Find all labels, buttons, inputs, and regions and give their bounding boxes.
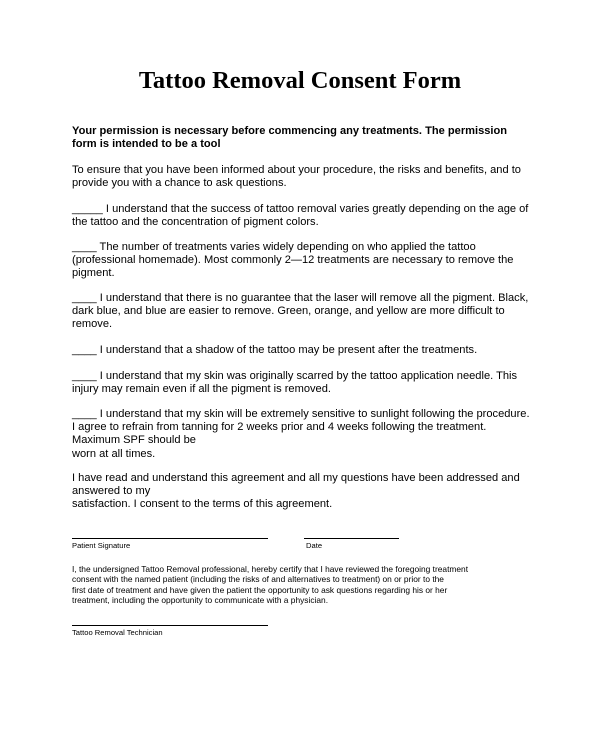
certification-line: I, the undersigned Tattoo Removal professional, hereby certify that I have reviewed the foregoing treatment — [72, 564, 469, 574]
consent-item-line: ____ I understand that my skin was originally scarred by the tattoo application needle. This — [72, 370, 518, 382]
consent-item-line: pigment. — [72, 267, 115, 280]
technician-label: Tattoo Removal Technician — [72, 628, 163, 637]
agreement-line: satisfaction. I consent to the terms of this agreement. — [72, 498, 333, 511]
consent-item-line: ____ I understand that my skin will be extremely sensitive to sunlight following the procedure. — [72, 408, 530, 420]
consent-item-sunlight — [72, 408, 552, 461]
consent-item-shadow — [72, 344, 552, 357]
certification-paragraph — [72, 564, 552, 606]
intro-bold-paragraph — [72, 125, 552, 151]
agreement-line: I have read and understand this agreement and all my questions have been addressed and — [72, 472, 520, 484]
intro-line: provide you with a chance to ask questions. — [72, 177, 287, 190]
consent-item-line: injury may remain even if all the pigment is removed. — [72, 383, 331, 396]
patient-signature-line[interactable] — [72, 538, 268, 539]
agreement-line: answered to my — [72, 485, 151, 498]
consent-item-line: Maximum SPF should be — [72, 434, 196, 447]
consent-item-treatments — [72, 241, 552, 281]
form-title: Tattoo Removal Consent Form — [138, 67, 462, 94]
consent-item-line: I agree to refrain from tanning for 2 weeks prior and 4 weeks following the treatment. — [72, 421, 487, 434]
consent-item-line: dark blue, and blue are easier to remove. Green, orange, and yellow are more difficult to — [72, 305, 505, 318]
intro-paragraph — [72, 164, 552, 190]
technician-signature-line[interactable] — [72, 625, 268, 626]
consent-item-line: worn at all times. — [72, 447, 156, 460]
consent-item-line: the tattoo and the concentration of pigment colors. — [72, 216, 319, 229]
consent-item-line: _____ I understand that the success of tattoo removal varies greatly depending on the age of — [72, 203, 529, 215]
date-line[interactable] — [304, 538, 399, 539]
intro-line: To ensure that you have been informed about your procedure, the risks and benefits, and to — [72, 164, 521, 176]
certification-line: consent with the named patient (including the risks of and alternatives to treatment) on or prior to the — [72, 574, 444, 585]
consent-item-scarring — [72, 370, 552, 396]
consent-item-line: (professional homemade). Most commonly 2—12 treatments are necessary to remove the — [72, 254, 514, 267]
consent-item-line: ____ I understand that there is no guarantee that the laser will remove all the pigment. Black, — [72, 292, 529, 304]
certification-line: treatment, including the opportunity to communicate with a physician. — [72, 595, 329, 606]
intro-bold-line: form is intended to be a tool — [72, 138, 221, 151]
date-label: Date — [306, 541, 323, 550]
patient-signature-label: Patient Signature — [72, 541, 131, 550]
certification-line: first date of treatment and have given the patient the opportunity to ask questions regarding his or her — [72, 584, 448, 595]
consent-item-guarantee — [72, 292, 552, 332]
consent-item-line: remove. — [72, 318, 113, 331]
consent-item-line: ____ The number of treatments varies widely depending on who applied the tattoo — [72, 241, 476, 253]
consent-item-age — [72, 203, 552, 229]
agreement-paragraph — [72, 472, 552, 512]
intro-bold-line: Your permission is necessary before commencing any treatments. The permission — [72, 125, 508, 137]
consent-item-line: ____ I understand that a shadow of the tattoo may be present after the treatments. — [72, 344, 478, 356]
